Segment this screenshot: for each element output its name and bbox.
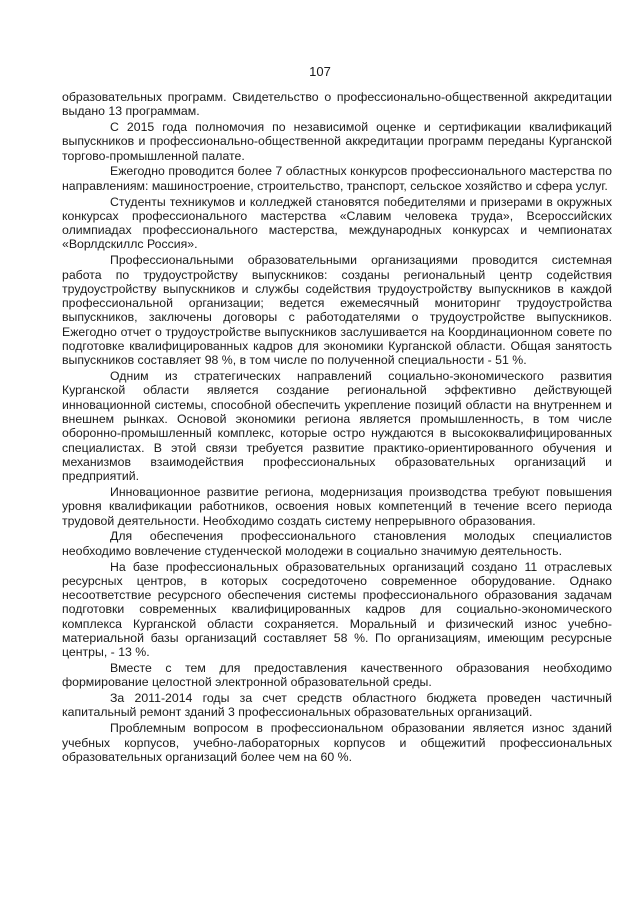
paragraph-12: Проблемным вопросом в профессиональном образовании является износ зданий учебных корпусов, учебно-лабораторных корпусов и общежитий профессиональных образовательных организаций более чем на 60 %. (62, 721, 612, 764)
paragraph-1: образовательных программ. Свидетельство о профессионально-общественной аккредитации выдано 13 программам. (62, 90, 612, 119)
paragraph-2: С 2015 года полномочия по независимой оценке и сертификации квалификаций выпускников и профессионально-общественной аккредитации программ переданы Курганской торгово-промышленной палате. (62, 120, 612, 163)
paragraph-11: За 2011-2014 годы за счет средств областного бюджета проведен частичный капитальный ремонт зданий 3 профессиональных образовательных организаций. (62, 691, 612, 720)
paragraph-7: Инновационное развитие региона, модернизация производства требуют повышения уровня квалификации работников, освоения новых компетенций в течение всего периода трудовой деятельности. Необходимо создать систему непрерывного образования. (62, 485, 612, 528)
paragraph-8: Для обеспечения профессионального становления молодых специалистов необходимо вовлечение студенческой молодежи в социально значимую деятельность. (62, 529, 612, 558)
page-number: 107 (309, 64, 331, 79)
paragraph-9: На базе профессиональных образовательных организаций создано 11 отраслевых ресурсных центров, в которых сосредоточено современное оборудование. Однако несоответствие ресурсного обеспечения системы профессионального образования задачам подготовки современных квалифицированных кадров для социально-экономического комплекса Курганской области сохраняется. Моральный и физический износ учебно-материальной базы организаций составляет 58 %. По организациям, имеющим ресурсные центры, - 13 %. (62, 559, 612, 660)
paragraph-10: Вместе с тем для предоставления качественного образования необходимо формирование целостной электронной образовательной среды. (62, 661, 612, 690)
paragraph-4: Студенты техникумов и колледжей становятся победителями и призерами в окружных конкурсах профессионального мастерства «Славим человека труда», Всероссийских олимпиадах профессионального мастерства, международных конкурсах и чемпионатах «Ворлдскиллс Россия». (62, 194, 612, 252)
paragraph-3: Ежегодно проводится более 7 областных конкурсов профессионального мастерства по направлениям: машиностроение, строительство, транспорт, сельское хозяйство и сфера услуг. (62, 164, 612, 193)
paragraph-5: Профессиональными образовательными организациями проводится системная работа по трудоустройству выпускников: созданы региональный центр содействия трудоустройству выпускников и службы содействия трудоустройству выпускников в каждой профессиональной организации; ведется ежемесячный мониторинг трудоустройства выпускников, заключены договоры с работодателями о трудоустройстве выпускников. Ежегодно отчет о трудоустройстве выпускников заслушивается на Координационном совете по подготовке квалифицированных кадров для экономики Курганской области. Общая занятость выпускников составляет 98 %, в том числе по полученной специальности - 51 %. (62, 253, 612, 368)
paragraph-6: Одним из стратегических направлений социально-экономического развития Курганской области является создание региональной эффективно действующей инновационной системы, способной обеспечить укрепление позиций области на внутреннем и внешнем рынках. Основой экономики региона является промышленность, в том числе оборонно-промышленный комплекс, которые остро нуждаются в высококвалифицированных специалистах. В этой связи требуется развитие практико-ориентированного обучения и механизмов взаимодействия профессиональных образовательных организаций и предприятий. (62, 369, 612, 484)
document-body (62, 90, 612, 766)
